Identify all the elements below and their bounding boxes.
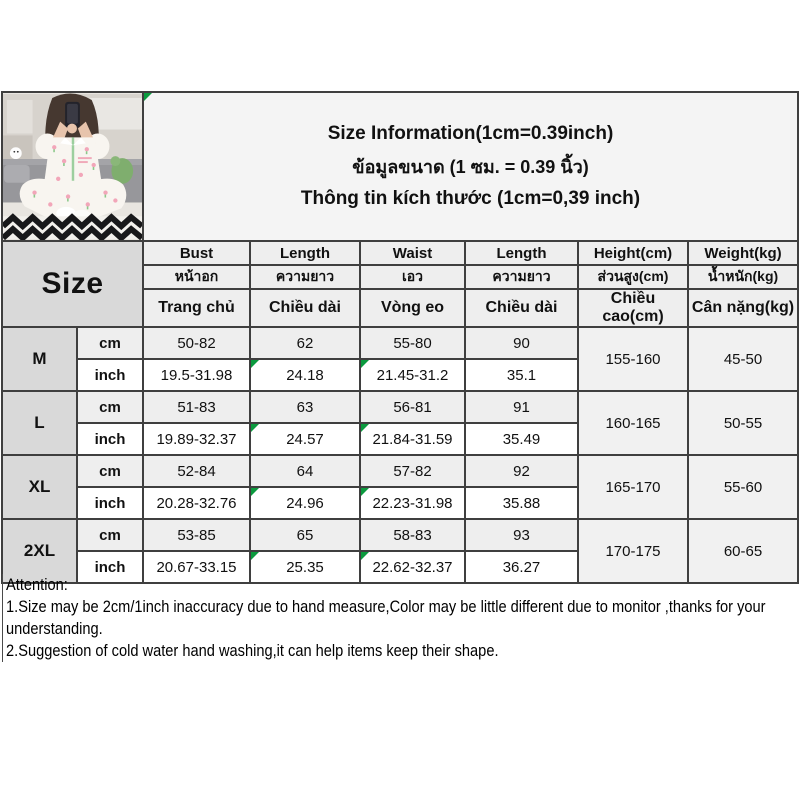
header-waist-en: Waist: [360, 241, 465, 265]
2xl-weight: 60-65: [688, 519, 798, 583]
2xl-inch-bust: 20.67-33.15: [143, 551, 250, 583]
excel-flag-icon: [251, 360, 259, 368]
title-block: [144, 123, 797, 210]
header-length-vi: Chiều dài: [250, 289, 360, 327]
2xl-inch-length-value: 25.35: [286, 558, 324, 576]
title-cell: [143, 92, 798, 241]
header-bust-th: หน้าอก: [143, 265, 250, 289]
attention-note-2: 2.Suggestion of cold water hand washing,it can help items keep their shape.: [6, 641, 499, 660]
product-photo: [3, 93, 142, 240]
xl-cm-bust: 52-84: [143, 455, 250, 487]
photo-wardrobe: [7, 100, 33, 134]
mug-face-dot: [13, 151, 15, 153]
unit-label-inch: inch: [77, 487, 143, 519]
size-label-m: M: [2, 327, 77, 391]
attention-note-1: 1.Size may be 2cm/1inch inaccuracy due to hand measure,Color may be little different due to monitor ,thanks for your understanding.: [6, 597, 766, 638]
attention-heading: Attention:: [6, 575, 68, 594]
l-inch-length: [250, 423, 360, 455]
2xl-inch-waist-value: 22.62-32.37: [372, 558, 453, 576]
l-cm-length2: 91: [465, 391, 578, 423]
l-inch-length2: 35.49: [465, 423, 578, 455]
unit-label-cm: cm: [77, 327, 143, 359]
size-label-xl: XL: [2, 455, 77, 519]
l-height: 160-165: [578, 391, 688, 455]
2xl-cm-waist: 58-83: [360, 519, 465, 551]
l-cm-waist: 56-81: [360, 391, 465, 423]
l-cm-length: 63: [250, 391, 360, 423]
header-height-en: Height(cm): [578, 241, 688, 265]
unit-label-inch: inch: [77, 423, 143, 455]
l-inch-bust: 19.89-32.37: [143, 423, 250, 455]
m-inch-length-value: 24.18: [286, 366, 324, 384]
m-cm-length: 62: [250, 327, 360, 359]
photo-phone-screen: [67, 104, 78, 124]
l-inch-waist-value: 21.84-31.59: [372, 430, 453, 448]
header-bust-en: Bust: [143, 241, 250, 265]
excel-flag-icon: [361, 360, 369, 368]
header-waist-vi: Vòng eo: [360, 289, 465, 327]
title-thai: ข้อมูลขนาด (1 ซม. = 0.39 นิ้ว): [352, 157, 589, 177]
xl-inch-bust: 20.28-32.76: [143, 487, 250, 519]
size-label-2xl: 2XL: [2, 519, 77, 583]
xl-inch-length: [250, 487, 360, 519]
header-waist-th: เอว: [360, 265, 465, 289]
excel-flag-icon: [144, 93, 152, 101]
excel-flag-icon: [251, 424, 259, 432]
m-cm-length2: 90: [465, 327, 578, 359]
photo-chest-text: [78, 157, 92, 159]
m-weight: 45-50: [688, 327, 798, 391]
mug-face-dot: [17, 151, 19, 153]
2xl-cm-length2: 93: [465, 519, 578, 551]
unit-label-cm: cm: [77, 455, 143, 487]
excel-flag-icon: [361, 488, 369, 496]
m-inch-length: [250, 359, 360, 391]
xl-inch-length2: 35.88: [465, 487, 578, 519]
header-weight-th: น้ำหนัก(kg): [688, 265, 798, 289]
header-weight-en: Weight(kg): [688, 241, 798, 265]
m-cm-bust: 50-82: [143, 327, 250, 359]
size-label-l: L: [2, 391, 77, 455]
header-bust-vi: Trang chủ: [143, 289, 250, 327]
2xl-height: 170-175: [578, 519, 688, 583]
title-english: Size Information(1cm=0.39inch): [327, 123, 614, 144]
l-cm-bust: 51-83: [143, 391, 250, 423]
header-length2-vi: Chiều dài: [465, 289, 578, 327]
size-table: [1, 91, 799, 584]
size-corner-label: Size: [2, 241, 143, 327]
xl-weight: 55-60: [688, 455, 798, 519]
product-photo-cell: [2, 92, 143, 241]
unit-label-cm: cm: [77, 519, 143, 551]
m-cm-waist: 55-80: [360, 327, 465, 359]
m-inch-bust: 19.5-31.98: [143, 359, 250, 391]
xl-cm-length: 64: [250, 455, 360, 487]
photo-hand: [67, 124, 77, 134]
excel-flag-icon: [361, 552, 369, 560]
l-inch-length-value: 24.57: [286, 430, 324, 448]
unit-label-inch: inch: [77, 359, 143, 391]
header-height-vi: Chiều cao(cm): [578, 289, 688, 327]
header-length-en: Length: [250, 241, 360, 265]
xl-height: 165-170: [578, 455, 688, 519]
photo-plush-toy-head: [110, 156, 120, 166]
m-inch-waist: [360, 359, 465, 391]
m-height: 155-160: [578, 327, 688, 391]
xl-inch-length-value: 24.96: [286, 494, 324, 512]
photo-mug: [10, 147, 22, 159]
attention-block: [2, 574, 800, 662]
photo-pillow: [4, 165, 30, 183]
xl-cm-waist: 57-82: [360, 455, 465, 487]
excel-flag-icon: [251, 552, 259, 560]
unit-label-cm: cm: [77, 391, 143, 423]
l-weight: 50-55: [688, 391, 798, 455]
2xl-cm-length: 65: [250, 519, 360, 551]
header-weight-vi: Cân nặng(kg): [688, 289, 798, 327]
2xl-cm-bust: 53-85: [143, 519, 250, 551]
l-inch-waist: [360, 423, 465, 455]
m-inch-length2: 35.1: [465, 359, 578, 391]
photo-chest-text: [78, 161, 88, 163]
header-length2-th: ความยาว: [465, 265, 578, 289]
xl-inch-waist-value: 22.23-31.98: [372, 494, 453, 512]
excel-flag-icon: [251, 488, 259, 496]
unit-label-inch: inch: [77, 551, 143, 583]
xl-inch-waist: [360, 487, 465, 519]
title-vietnamese: Thông tin kích thước (1cm=0,39 inch): [300, 188, 641, 209]
m-inch-waist-value: 21.45-31.2: [376, 366, 449, 384]
xl-cm-length2: 92: [465, 455, 578, 487]
excel-flag-icon: [361, 424, 369, 432]
header-length-th: ความยาว: [250, 265, 360, 289]
header-height-th: ส่วนสูง(cm): [578, 265, 688, 289]
2xl-inch-length2: 36.27: [465, 551, 578, 583]
header-length2-en: Length: [465, 241, 578, 265]
